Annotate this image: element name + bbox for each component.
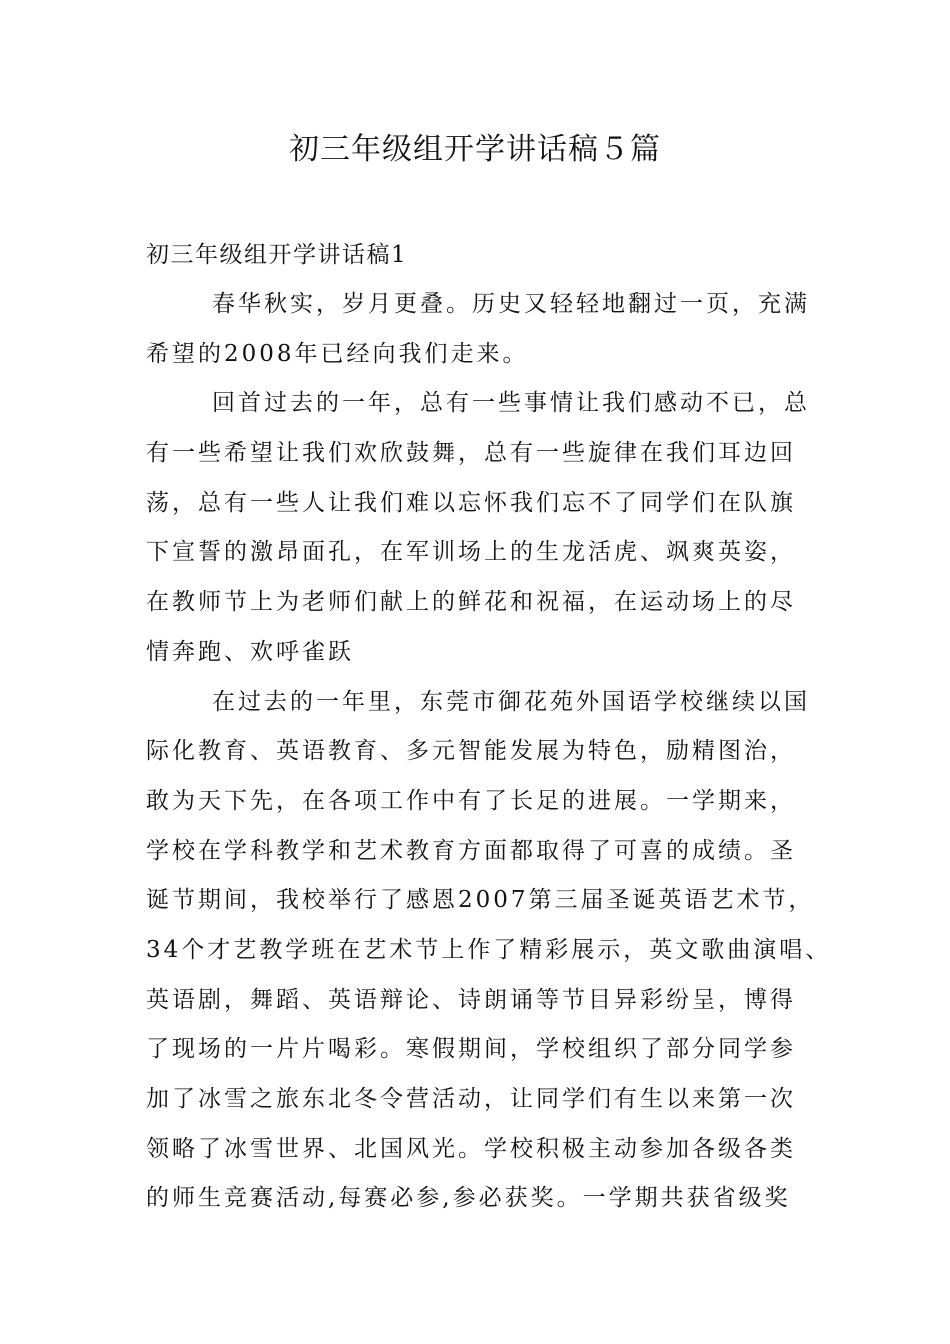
paragraph-2 (146, 379, 826, 677)
paragraph-line: 的师生竞赛活动,每赛必参,参必获奖。一学期共获省级奖 (146, 1185, 791, 1212)
paragraph-1 (146, 280, 826, 379)
paragraph-line: 了现场的一片片喝彩。寒假期间，学校组织了部分同学参 (146, 1036, 796, 1063)
document-title: 初三年级组开学讲话稿５篇 (289, 132, 661, 167)
paragraph-line: 在过去的一年里，东莞市御花苑外国语学校继续以国 (212, 688, 810, 715)
paragraph-line: 情奔跑、欢呼雀跃 (146, 638, 354, 665)
paragraph-line: 春华秋实，岁月更叠。历史又轻轻地翻过一页，充满 (212, 291, 810, 317)
paragraph-line: 下宣誓的激昂面孔，在军训场上的生龙活虎、飒爽英姿， (146, 539, 796, 566)
paragraph-line: 荡，总有一些人让我们难以忘怀我们忘不了同学们在队旗 (146, 489, 796, 516)
section-heading: 初三年级组开学讲话稿1 (146, 242, 408, 268)
paragraph-line: 在教师节上为老师们献上的鲜花和祝福，在运动场上的尽 (146, 589, 796, 616)
paragraph-line: 领略了冰雪世界、北国风光。学校积极主动参加各级各类 (146, 1135, 796, 1162)
document-body (146, 230, 832, 1224)
paragraph-line: 回首过去的一年，总有一些事情让我们感动不已，总 (212, 390, 810, 417)
paragraph-3 (146, 678, 832, 1225)
paragraph-line: 学校在学科教学和艺术教育方面都取得了可喜的成绩。圣 (146, 837, 796, 864)
paragraph-line: 34个才艺教学班在艺术节上作了精彩展示，英文歌曲演唱、 (146, 936, 832, 963)
paragraph-line: 诞节期间，我校举行了感恩2007第三届圣诞英语艺术节， (146, 887, 815, 914)
paragraph-line: 英语剧，舞蹈、英语辩论、诗朗诵等节目异彩纷呈，博得 (146, 986, 796, 1013)
paragraph-line: 加了冰雪之旅东北冬令营活动，让同学们有生以来第一次 (146, 1086, 796, 1112)
paragraph-line: 敢为天下先，在各项工作中有了长足的进展。一学期来， (146, 787, 796, 814)
paragraph-line: 希望的2008年已经向我们走来。 (146, 340, 529, 367)
paragraph-line: 际化教育、英语教育、多元智能发展为特色，励精图治， (146, 738, 796, 765)
paragraph-line: 有一些希望让我们欢欣鼓舞，总有一些旋律在我们耳边回 (146, 440, 796, 467)
